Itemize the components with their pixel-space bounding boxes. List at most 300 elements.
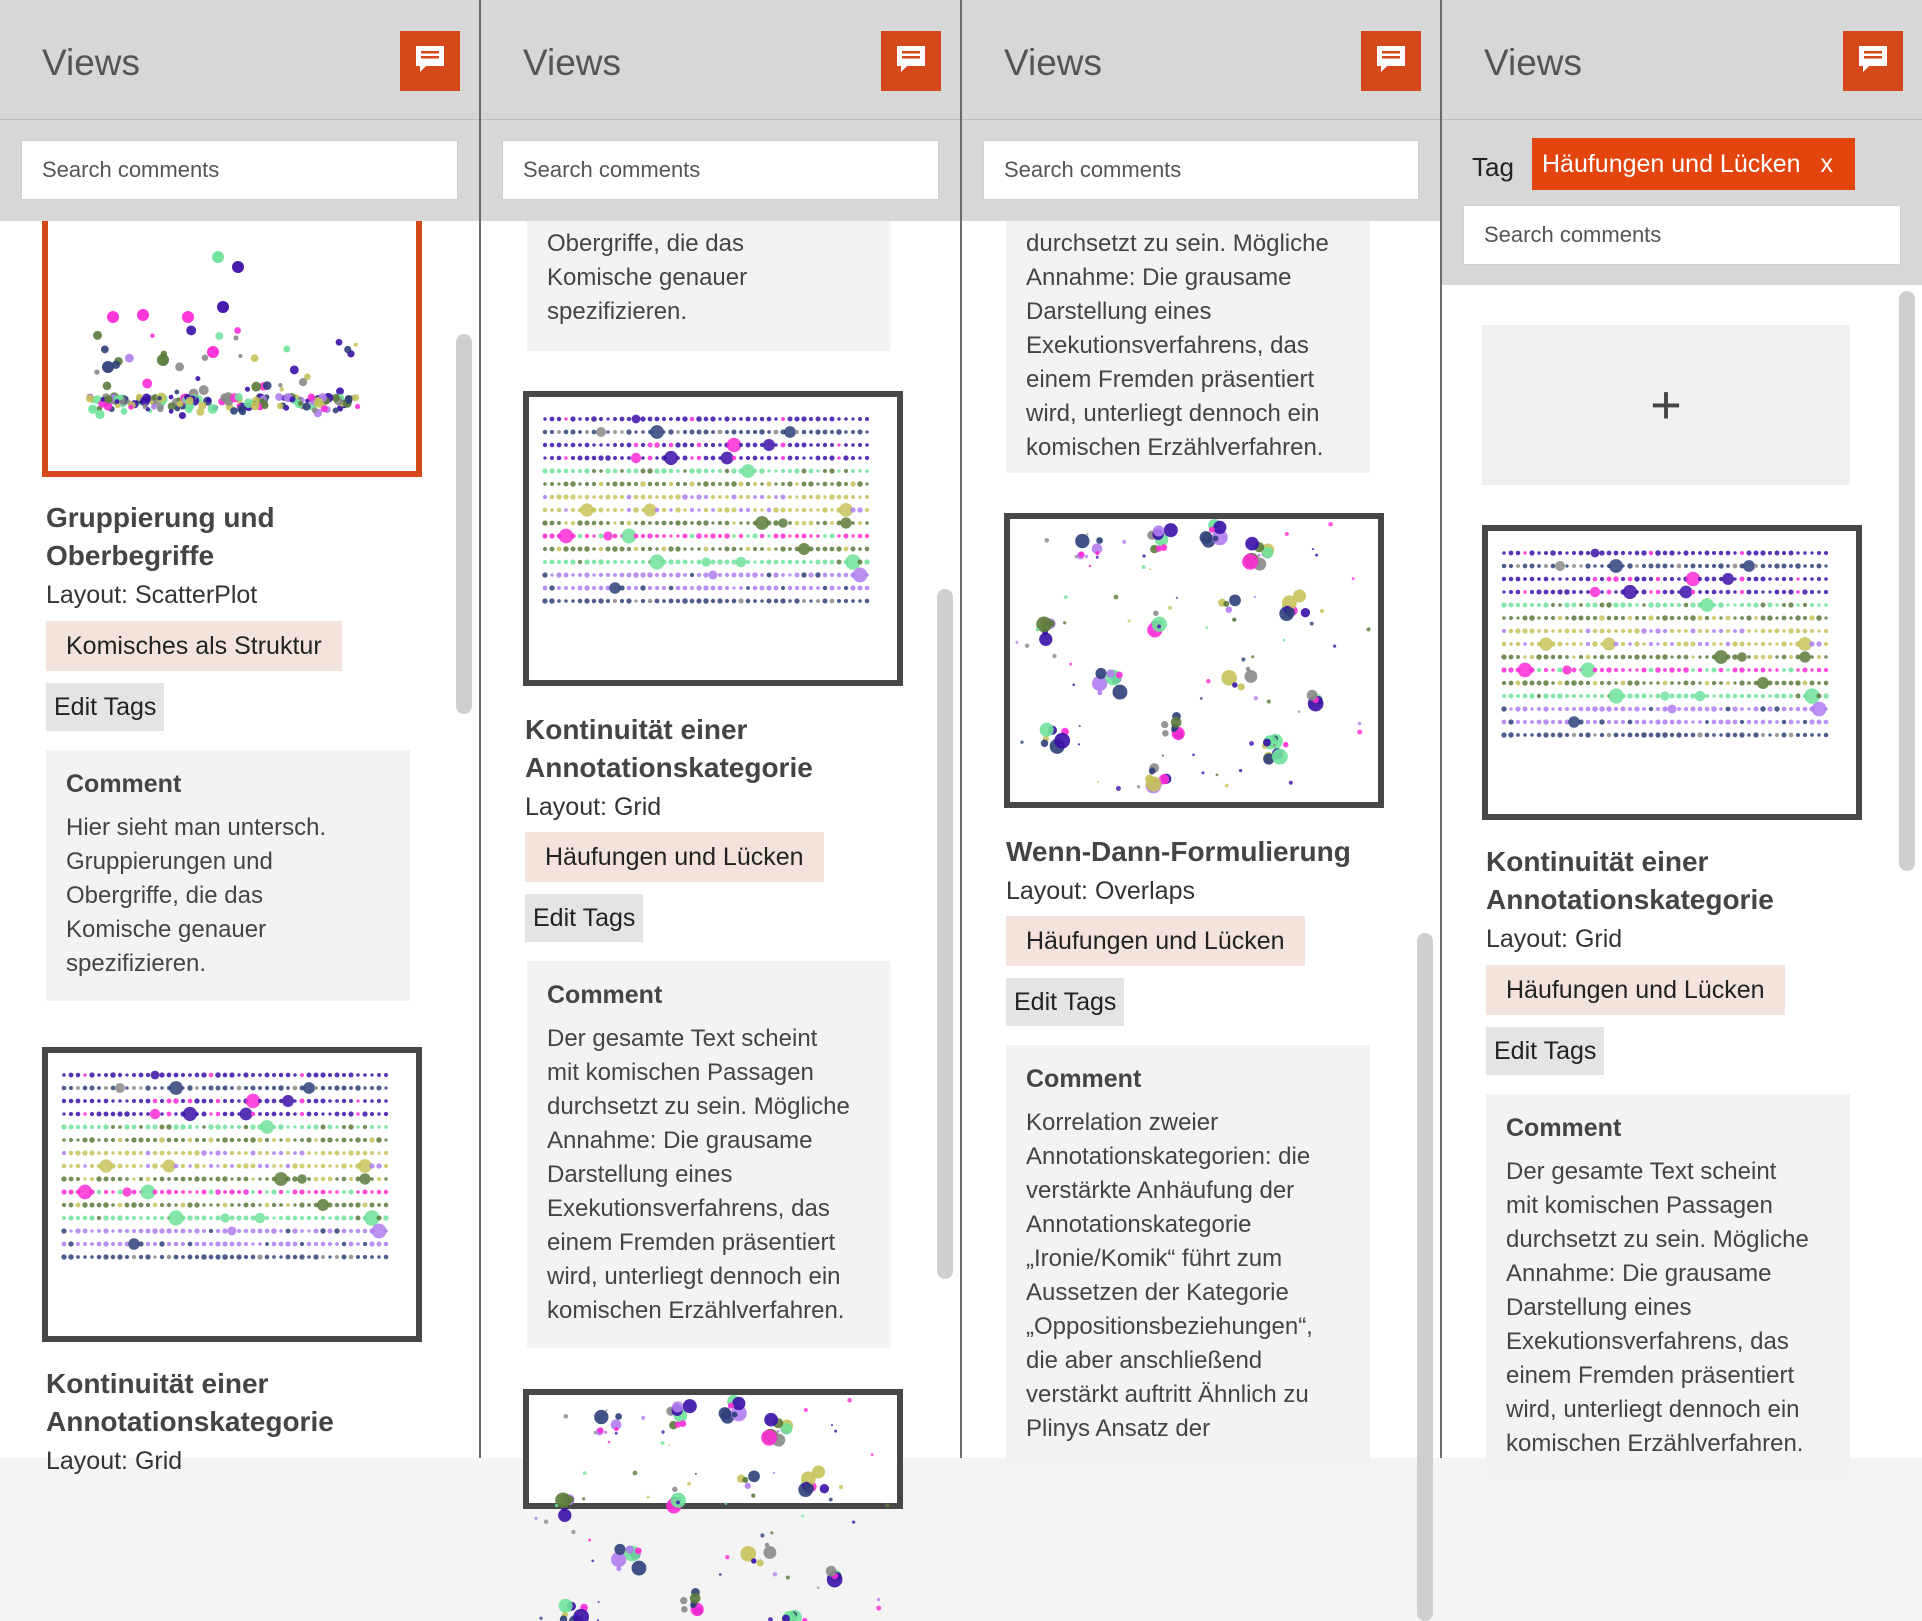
- thumbnail-dot: [124, 1124, 129, 1129]
- thumbnail-dot: [770, 1531, 773, 1534]
- thumbnail-dot: [1586, 616, 1590, 620]
- thumbnail-dot: [265, 1073, 270, 1078]
- thumbnail-dot: [1628, 551, 1632, 555]
- thumbnail-dot: [690, 508, 694, 512]
- thumbnail-dot: [232, 261, 244, 273]
- thumbnail-dot: [847, 1398, 852, 1403]
- thumbnail-dot: [633, 1471, 638, 1476]
- thumbnail-dot: [220, 1213, 229, 1222]
- comment-button[interactable]: [881, 31, 941, 91]
- thumbnail-dot: [76, 1086, 80, 1090]
- thumbnail-dot: [1246, 667, 1251, 672]
- thumbnail-dot: [739, 417, 743, 421]
- panel-body: [481, 221, 960, 1458]
- thumbnail-dot: [292, 1176, 297, 1181]
- thumbnail-dot: [222, 1137, 228, 1143]
- thumbnail-dot: [1803, 707, 1808, 712]
- thumbnail-dot: [604, 1431, 608, 1435]
- thumbnail-dot: [1761, 603, 1766, 608]
- thumbnail-dot: [634, 443, 638, 447]
- thumbnail-dot: [97, 1229, 101, 1233]
- thumbnail-dot: [781, 482, 785, 486]
- add-view-button[interactable]: [1482, 325, 1850, 485]
- thumbnail-dot: [228, 1227, 237, 1236]
- thumbnail-dot: [1663, 603, 1668, 608]
- thumbnail-dot: [1747, 668, 1750, 671]
- thumbnail-dot: [1523, 590, 1526, 593]
- thumbnail-dot: [615, 1432, 618, 1435]
- thumbnail-dot: [1635, 668, 1638, 671]
- thumbnail-dot: [181, 1099, 185, 1103]
- thumbnail-dot: [1273, 744, 1276, 747]
- thumbnail-dot: [1213, 536, 1219, 542]
- thumbnail-dot: [194, 1176, 199, 1181]
- thumbnail-dot: [851, 469, 855, 473]
- thumbnail-dot: [146, 1229, 151, 1234]
- thumbnail-dot: [1803, 603, 1807, 607]
- thumbnail-dot: [1558, 681, 1563, 686]
- thumbnail-dot: [132, 1112, 136, 1116]
- thumbnail-dot: [711, 508, 715, 512]
- thumbnail-dot: [1579, 590, 1583, 594]
- thumbnail-dot: [1523, 720, 1527, 724]
- thumbnail-dot: [837, 443, 840, 446]
- thumbnail-dot: [718, 573, 722, 577]
- view-title[interactable]: Kontinuität einer Annotationskategorie: [1486, 846, 1774, 915]
- view-tag[interactable]: Komisches als Struktur: [46, 621, 342, 671]
- thumbnail-dot: [1586, 629, 1591, 634]
- thumbnail-dot: [1565, 694, 1569, 698]
- thumbnail-dot: [223, 1203, 228, 1208]
- thumbnail-dot: [1614, 551, 1619, 556]
- thumbnail-dot: [781, 560, 785, 564]
- thumbnail-dot: [234, 327, 241, 334]
- view-title[interactable]: Kontinuität einer Annotationskategorie: [525, 714, 813, 783]
- thumbnail-dot: [1739, 667, 1744, 672]
- view-title[interactable]: Wenn-Dann-Formulierung: [1006, 836, 1351, 867]
- thumbnail-dot: [662, 599, 666, 603]
- thumbnail-dot: [1593, 564, 1596, 567]
- thumbnail-dot: [1551, 720, 1555, 724]
- view-thumbnail-scatterplot[interactable]: [42, 191, 422, 477]
- thumbnail-dot: [118, 1177, 122, 1181]
- thumbnail-dot: [550, 547, 555, 552]
- thumbnail-dot: [627, 417, 631, 421]
- thumbnail-dot: [612, 481, 617, 486]
- thumbnail-dot: [1768, 733, 1771, 736]
- thumbnail-dot: [111, 1203, 115, 1207]
- thumbnail-dot: [1670, 577, 1674, 581]
- thumbnail-dot: [690, 547, 693, 550]
- thumbnail-dot: [314, 1190, 318, 1194]
- thumbnail-dot: [62, 1151, 66, 1155]
- thumbnail-dot: [1668, 705, 1677, 714]
- thumbnail-dot: [865, 586, 870, 591]
- thumbnail-dot: [1824, 733, 1829, 738]
- thumbnail-dot: [1558, 577, 1561, 580]
- thumbnail-dot: [725, 495, 729, 499]
- thumbnail-dot: [150, 1109, 160, 1119]
- thumbnail-dot: [606, 430, 609, 433]
- thumbnail-dot: [1698, 590, 1702, 594]
- thumbnail-dot: [300, 1216, 304, 1220]
- thumbnail-dot: [1152, 617, 1167, 632]
- thumbnail-dot: [711, 482, 715, 486]
- view-thumbnail-grid[interactable]: [523, 391, 903, 686]
- thumbnail-dot: [1739, 680, 1744, 685]
- thumbnail-dot: [1719, 642, 1722, 645]
- thumbnail-dot: [212, 251, 224, 263]
- thumbnail-dot: [1641, 732, 1647, 738]
- thumbnail-dot: [174, 1229, 178, 1233]
- thumbnail-dot: [216, 1086, 221, 1091]
- thumbnail-dot: [265, 1112, 269, 1116]
- thumbnail-dot: [376, 1137, 382, 1143]
- thumbnail-dot: [1754, 616, 1758, 620]
- thumbnail-dot: [1649, 642, 1653, 646]
- thumbnail-dot: [1621, 564, 1624, 567]
- thumbnail-dot: [1536, 654, 1541, 659]
- thumbnail-dot: [1648, 615, 1653, 620]
- thumbnail-dot: [384, 1229, 388, 1233]
- thumbnail-dot: [1705, 733, 1710, 738]
- thumbnail-dot: [1775, 603, 1778, 606]
- thumbnail-dot: [1543, 680, 1549, 686]
- thumbnail-dot: [704, 430, 709, 435]
- thumbnail-dot: [1579, 564, 1582, 567]
- views-panel-4: [1442, 0, 1922, 1458]
- thumbnail-dot: [1677, 681, 1680, 684]
- thumbnail-dot: [1754, 577, 1759, 582]
- thumbnail-dot: [240, 1108, 253, 1121]
- thumbnail-dot: [1740, 707, 1744, 711]
- thumbnail-dot: [83, 1073, 86, 1076]
- thumbnail-dot: [1705, 707, 1710, 712]
- thumbnail-dot: [1171, 717, 1182, 728]
- close-icon[interactable]: x: [1820, 149, 1834, 178]
- thumbnail-dot: [272, 1242, 277, 1247]
- thumbnail-dot: [627, 443, 632, 448]
- thumbnail-dot: [215, 1124, 221, 1130]
- thumbnail-dot: [1572, 564, 1576, 568]
- thumbnail-dot: [153, 1177, 157, 1181]
- view-tag[interactable]: Häufungen und Lücken: [1006, 916, 1305, 966]
- thumbnail-dot: [1824, 681, 1829, 686]
- thumbnail-dot: [585, 495, 589, 499]
- thumbnail-dot: [1635, 603, 1639, 607]
- thumbnail-dot: [384, 1255, 389, 1260]
- thumbnail-dot: [1642, 616, 1646, 620]
- thumbnail-dot: [1216, 773, 1219, 776]
- thumbnail-dot: [1754, 590, 1758, 594]
- thumbnail-dot: [62, 1086, 67, 1091]
- thumbnail-dot: [307, 1177, 311, 1181]
- thumbnail-dot: [1642, 720, 1647, 725]
- thumbnail-dot: [282, 1095, 294, 1107]
- thumbnail-dot: [1824, 642, 1828, 646]
- thumbnail-dot: [661, 572, 666, 577]
- thumbnail-dot: [1096, 537, 1103, 544]
- thumbnail-dot: [111, 1229, 114, 1232]
- thumbnail-dot: [1656, 577, 1660, 581]
- view-title[interactable]: Gruppierung und Oberbegriffe: [46, 502, 275, 571]
- thumbnail-dot: [285, 1241, 290, 1246]
- thumbnail-dot: [718, 495, 722, 499]
- thumbnail-dot: [236, 1254, 241, 1259]
- scrollbar[interactable]: [1899, 291, 1915, 871]
- comment-button[interactable]: [1843, 31, 1903, 91]
- thumbnail-dot: [1085, 555, 1089, 559]
- thumbnail-dot: [830, 417, 835, 422]
- thumbnail-dot: [794, 468, 799, 473]
- thumbnail-dot: [697, 508, 700, 511]
- thumbnail-dot: [695, 1473, 697, 1475]
- thumbnail-dot: [634, 482, 638, 486]
- thumbnail-dot: [1530, 655, 1534, 659]
- thumbnail-dot: [279, 1255, 282, 1258]
- search-input[interactable]: Search comments: [502, 140, 939, 200]
- thumbnail-dot: [188, 1255, 193, 1260]
- thumbnail-dot: [675, 442, 680, 447]
- thumbnail-dot: [613, 430, 617, 434]
- thumbnail-dot: [1733, 603, 1736, 606]
- thumbnail-dot: [209, 1112, 212, 1115]
- thumbnail-dot: [1606, 576, 1611, 581]
- thumbnail-dot: [1789, 564, 1793, 568]
- thumbnail-dot: [348, 1150, 353, 1155]
- thumbnail-dot: [1223, 601, 1229, 607]
- scrollbar[interactable]: [937, 589, 953, 1279]
- thumbnail-dot: [1719, 616, 1722, 619]
- thumbnail-dot: [1529, 667, 1534, 672]
- thumbnail-dot: [1557, 693, 1563, 699]
- thumbnail-dot: [152, 1163, 158, 1169]
- thumbnail-dot: [1558, 655, 1562, 659]
- thumbnail-dot: [1572, 603, 1577, 608]
- thumbnail-dot: [1586, 551, 1590, 555]
- thumbnail-dot: [1249, 741, 1254, 746]
- thumbnail-dot: [1232, 682, 1237, 687]
- thumbnail-dot: [244, 1086, 248, 1090]
- thumbnail-dot: [837, 469, 840, 472]
- thumbnail-dot: [613, 573, 617, 577]
- thumbnail-dot: [830, 521, 834, 525]
- thumbnail-dot: [641, 599, 645, 603]
- thumbnail-dot: [1761, 720, 1766, 725]
- thumbnail-dot: [61, 1176, 66, 1181]
- thumbnail-dot: [1516, 681, 1521, 686]
- scrollbar[interactable]: [1417, 933, 1433, 1621]
- thumbnail-dot: [690, 495, 694, 499]
- comment-box: [46, 750, 410, 1001]
- thumbnail-dot: [609, 582, 620, 593]
- thumbnail-dot: [201, 1150, 207, 1156]
- thumbnail-dot: [377, 1190, 381, 1194]
- thumbnail-dot: [676, 534, 679, 537]
- thumbnail-dot: [633, 468, 638, 473]
- thumbnail-dot: [1551, 681, 1555, 685]
- thumbnail-dot: [69, 1151, 74, 1156]
- thumbnail-dot: [550, 573, 553, 576]
- thumbnail-dot: [1146, 776, 1161, 791]
- search-input[interactable]: Search comments: [1463, 205, 1901, 265]
- thumbnail-dot: [795, 521, 800, 526]
- thumbnail-dot: [104, 395, 112, 403]
- thumbnail-dot: [1796, 707, 1800, 711]
- thumbnail-dot: [167, 1073, 172, 1078]
- thumbnail-dot: [97, 1138, 100, 1141]
- thumbnail-dot: [837, 573, 841, 577]
- thumbnail-dot: [1239, 769, 1242, 772]
- thumbnail-dot: [314, 1242, 318, 1246]
- thumbnail-dot: [293, 1138, 296, 1141]
- thumbnail-dot: [1656, 642, 1659, 645]
- thumbnail-dot: [1543, 732, 1548, 737]
- search-input[interactable]: Search comments: [983, 140, 1419, 200]
- thumbnail-dot: [68, 1241, 73, 1246]
- thumbnail-dot: [1711, 706, 1717, 712]
- thumbnail-dot: [836, 429, 842, 435]
- thumbnail-dot: [1655, 550, 1661, 556]
- thumbnail-dot: [279, 1164, 282, 1167]
- thumbnail-dot: [701, 557, 710, 566]
- scrollbar[interactable]: [456, 334, 472, 714]
- thumbnail-dot: [1523, 603, 1528, 608]
- thumbnail-dot: [1726, 642, 1730, 646]
- thumbnail-dot: [335, 1073, 340, 1078]
- thumbnail-dot: [731, 494, 736, 499]
- thumbnail-dot: [837, 586, 841, 590]
- thumbnail-dot: [229, 1189, 234, 1194]
- thumbnail-dot: [620, 430, 623, 433]
- thumbnail-dot: [1634, 680, 1639, 685]
- thumbnail-dot: [166, 1124, 171, 1129]
- thumbnail-dot: [265, 1203, 269, 1207]
- thumbnail-dot: [1817, 681, 1821, 685]
- thumbnail-dot: [598, 559, 604, 565]
- thumbnail-dot: [1501, 706, 1506, 711]
- view-title[interactable]: Kontinuität einer Annotationskategorie: [46, 1368, 334, 1437]
- panel-body: [0, 221, 479, 1475]
- thumbnail-dot: [774, 599, 778, 603]
- thumbnail-dot: [181, 1073, 185, 1077]
- thumbnail-dot: [300, 1125, 304, 1129]
- thumbnail-dot: [363, 1255, 367, 1259]
- thumbnail-dot: [1245, 537, 1259, 551]
- thumbnail-dot: [117, 1254, 122, 1259]
- thumbnail-dot: [1712, 551, 1716, 555]
- thumbnail-dot: [1726, 668, 1729, 671]
- thumbnail-dot: [328, 1099, 332, 1103]
- thumbnail-dot: [718, 508, 722, 512]
- thumbnail-dot: [132, 1216, 136, 1220]
- thumbnail-dot: [1558, 629, 1562, 633]
- thumbnail-dot: [314, 1164, 318, 1168]
- thumbnail-dot: [62, 1216, 66, 1220]
- thumbnail-dot: [89, 1085, 94, 1090]
- thumbnail-dot: [1585, 732, 1590, 737]
- thumbnail-dot: [257, 1137, 262, 1142]
- comment-button[interactable]: [1361, 31, 1421, 91]
- thumbnail-dot: [139, 1255, 143, 1259]
- thumbnail-dot: [795, 534, 799, 538]
- thumbnail-dot: [1593, 681, 1597, 685]
- thumbnail-dot: [627, 573, 632, 578]
- view-tag[interactable]: Häufungen und Lücken: [525, 832, 824, 882]
- thumbnail-dot: [166, 1189, 171, 1194]
- thumbnail-dot: [578, 482, 581, 485]
- thumbnail-dot: [1677, 655, 1681, 659]
- thumbnail-dot: [1613, 602, 1618, 607]
- thumbnail-dot: [1607, 720, 1611, 724]
- thumbnail-dot: [151, 1071, 160, 1080]
- thumbnail-dot: [283, 345, 290, 352]
- thumbnail-dot: [202, 1086, 206, 1090]
- thumbnail-dot: [314, 1177, 319, 1182]
- thumbnail-dot: [334, 1228, 339, 1233]
- thumbnail-dot: [1810, 668, 1813, 671]
- thumbnail-dot: [335, 1203, 339, 1207]
- thumbnail-dot: [1530, 733, 1533, 736]
- edit-tags-button[interactable]: Edit Tags: [46, 683, 164, 731]
- thumbnail-dot: [103, 1254, 108, 1259]
- view-thumbnail-overlaps[interactable]: [523, 1389, 903, 1509]
- thumbnail-dot: [194, 1215, 199, 1220]
- thumbnail-dot: [215, 1176, 220, 1181]
- thumbnail-dot: [356, 1112, 360, 1116]
- edit-tags-button[interactable]: Edit Tags: [1006, 978, 1124, 1026]
- thumbnail-dot: [1817, 733, 1820, 736]
- thumbnail-dot: [370, 1086, 374, 1090]
- thumbnail-dot: [153, 1099, 157, 1103]
- thumbnail-dot: [237, 1164, 241, 1168]
- thumbnail-dot: [157, 406, 164, 413]
- thumbnail-dot: [69, 1177, 74, 1182]
- view-thumbnail-grid[interactable]: [42, 1047, 422, 1342]
- edit-tags-button[interactable]: Edit Tags: [1486, 1027, 1604, 1075]
- thumbnail-dot: [676, 599, 680, 603]
- thumbnail-dot: [359, 1173, 370, 1184]
- edit-tags-button[interactable]: Edit Tags: [525, 894, 643, 942]
- thumbnail-dot: [369, 1241, 374, 1246]
- panel-body: [962, 221, 1440, 1458]
- thumbnail-dot: [146, 1164, 150, 1168]
- thumbnail-dot: [1501, 654, 1506, 659]
- thumbnail-dot: [1529, 615, 1535, 621]
- thumbnail-dot: [1628, 629, 1633, 634]
- thumbnail-dot: [278, 1124, 284, 1130]
- thumbnail-dot: [62, 1164, 67, 1169]
- thumbnail-dot: [369, 1137, 374, 1142]
- active-tag-filter[interactable]: [1532, 138, 1855, 190]
- thumbnail-dot: [1516, 655, 1520, 659]
- thumbnail-dot: [669, 599, 674, 604]
- thumbnail-dot: [216, 1216, 221, 1221]
- thumbnail-dot: [272, 1112, 277, 1117]
- view-thumbnail-grid[interactable]: [1482, 525, 1862, 820]
- thumbnail-dot: [1788, 602, 1793, 607]
- thumbnail-dot: [634, 599, 637, 602]
- thumbnail-dot: [1628, 616, 1633, 621]
- view-tag[interactable]: Häufungen und Lücken: [1486, 965, 1785, 1015]
- thumbnail-dot: [208, 1124, 213, 1129]
- thumbnail-dot: [209, 1086, 214, 1091]
- search-input[interactable]: Search comments: [21, 140, 458, 200]
- thumbnail-dot: [370, 1099, 374, 1103]
- comment-button[interactable]: [400, 31, 460, 91]
- view-thumbnail-overlaps[interactable]: [1004, 513, 1384, 808]
- thumbnail-dot: [1698, 577, 1702, 581]
